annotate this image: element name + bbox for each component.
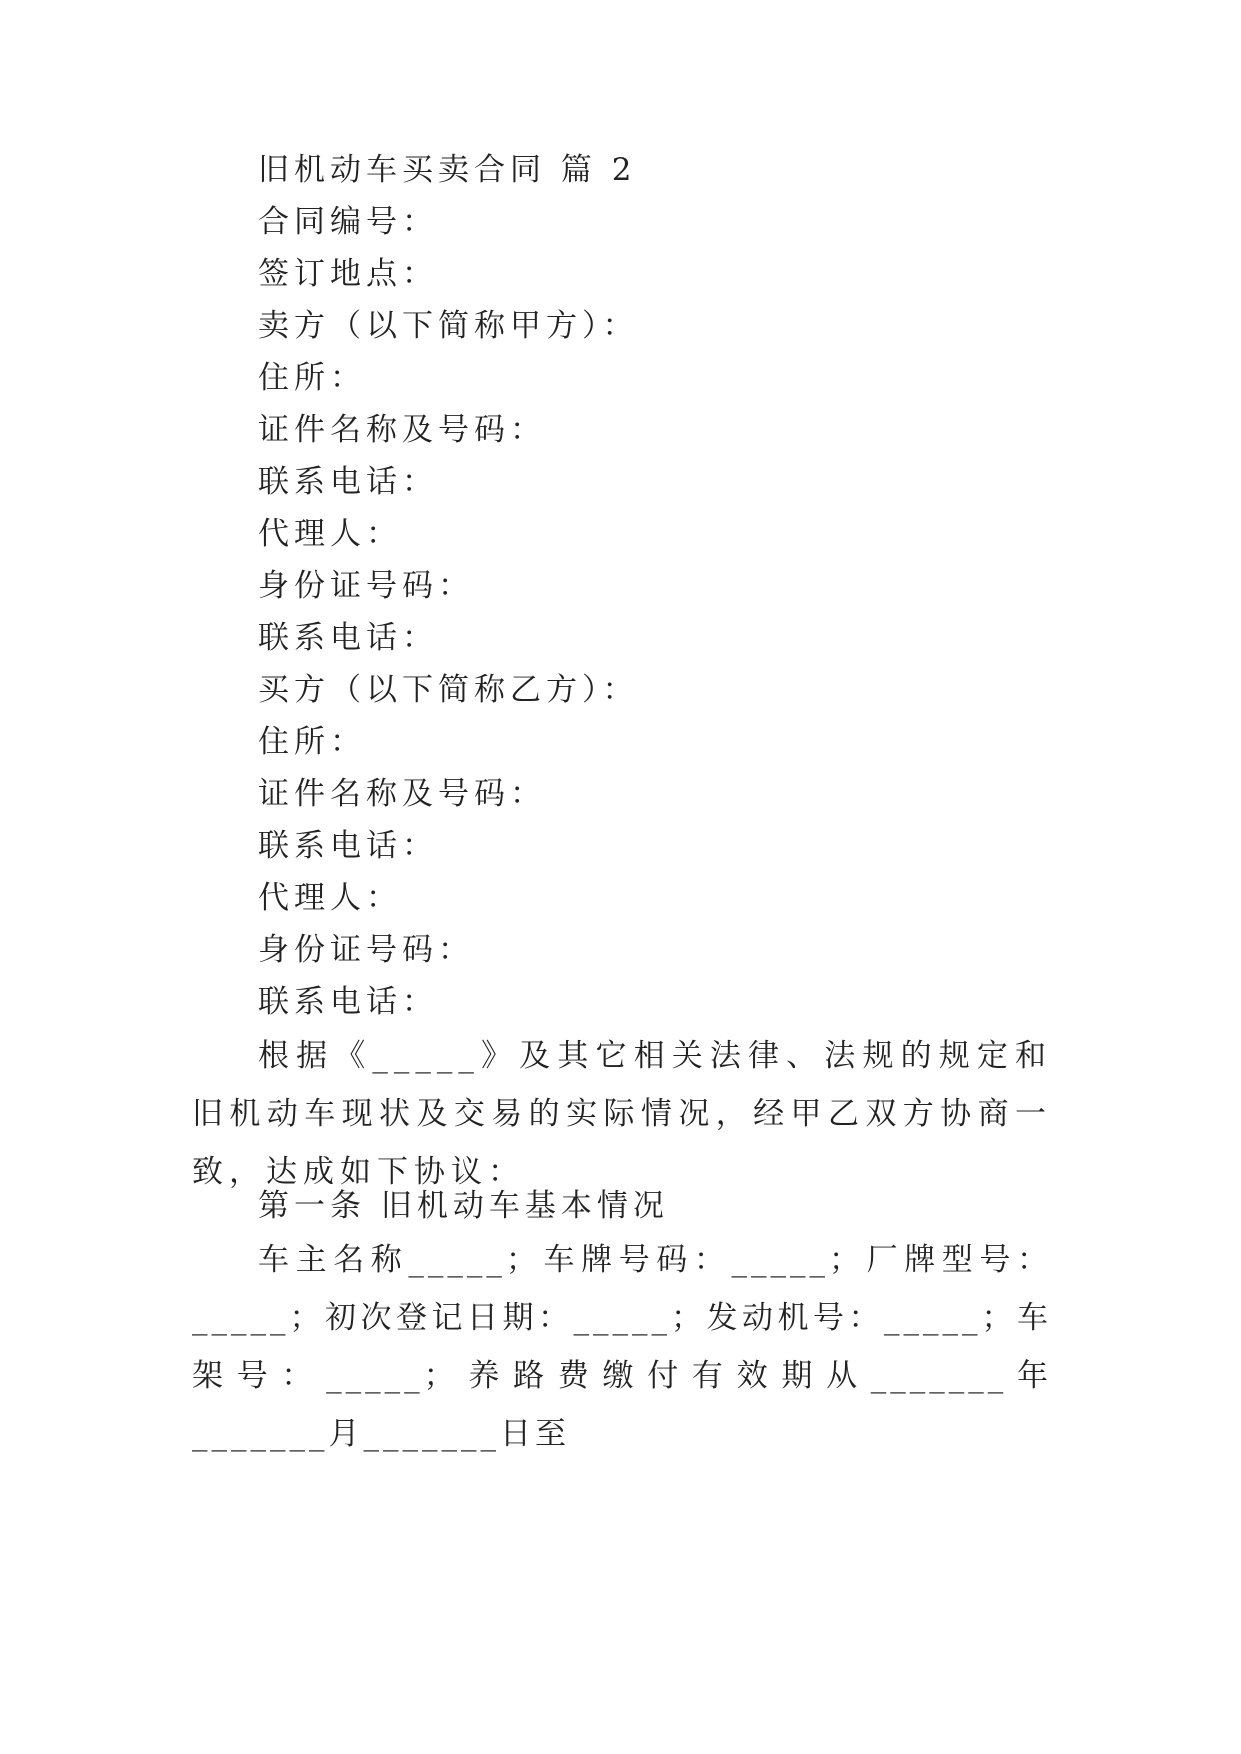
buyer-id-label: 证件名称及号码： <box>258 776 546 812</box>
seller-phone-label: 联系电话： <box>258 464 438 500</box>
seller-agent-id-label: 身份证号码： <box>258 568 474 604</box>
contract-number-label: 合同编号： <box>258 204 438 240</box>
sign-place-label: 签订地点： <box>258 256 438 292</box>
seller-agent-phone-label: 联系电话： <box>258 620 438 656</box>
seller-address-label: 住所： <box>258 360 366 396</box>
article-1-title: 第一条 旧机动车基本情况 <box>258 1188 669 1224</box>
seller-agent-label: 代理人： <box>258 516 402 552</box>
seller-heading: 卖方（以下简称甲方）： <box>258 308 639 344</box>
seller-id-label: 证件名称及号码： <box>258 412 546 448</box>
buyer-agent-label: 代理人： <box>258 880 402 916</box>
buyer-heading: 买方（以下简称乙方）： <box>258 672 639 708</box>
preamble-paragraph: 根据《_____》及其它相关法律、法规的规定和旧机动车现状及交易的实际情况，经甲乙双方协商一致，达成如下协议： <box>192 1038 1052 1190</box>
buyer-agent-phone-label: 联系电话： <box>258 984 438 1020</box>
buyer-agent-id-label: 身份证号码： <box>258 932 474 968</box>
buyer-address-label: 住所： <box>258 724 366 760</box>
buyer-phone-label: 联系电话： <box>258 828 438 864</box>
document-title: 旧机动车买卖合同 篇 2 <box>258 152 637 188</box>
article-1-body: 车主名称_____；车牌号码：_____；厂牌型号：_____；初次登记日期：_____；发动机号：_____；车架号：_____；养路费缴付有效期从_______年_______月_______日至 <box>192 1242 1052 1452</box>
